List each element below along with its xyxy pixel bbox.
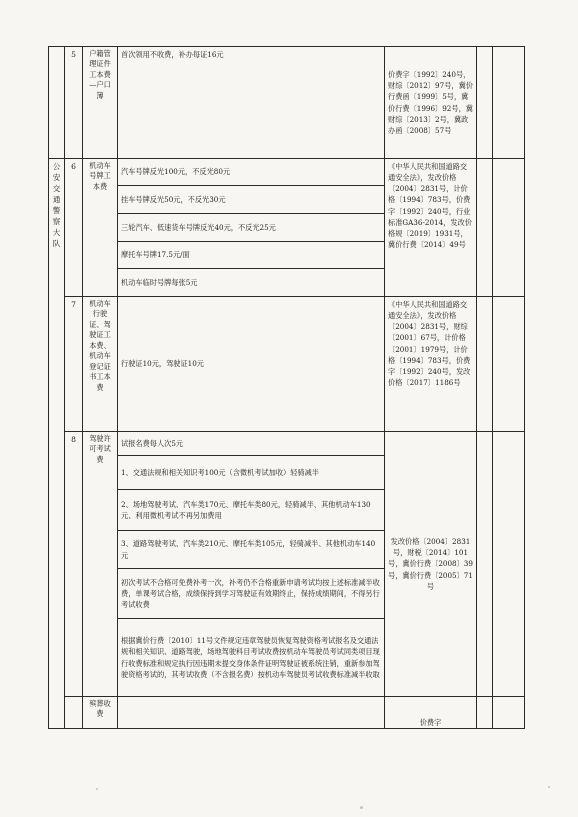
fee-detail: 2、场地驾驶考试、汽车类170元、摩托车类80元，轻骑减半、其他机动车130元、利用微机考试不再另加费用 xyxy=(118,490,385,531)
basis-text: 价费字 xyxy=(385,697,477,729)
fee-detail: 首次领用不收费，补办每证16元 xyxy=(118,47,385,159)
basis-text: 发改价格〔2004〕2831号，财税〔2014〕101号，冀价行费〔2008〕39号，冀价行费〔2005〕71号 xyxy=(385,432,477,697)
empty-cell xyxy=(477,47,493,159)
fee-detail: 挂车号牌反光50元，不反光30元 xyxy=(118,186,385,214)
row-number xyxy=(65,697,83,729)
fee-detail: 根据冀价行费〔2010〕11号文件规定违章驾驶员恢复驾驶资格考试报名及交通法规和相关知识、道路驾驶，场地驾驶科目考试收费按机动车驾驶员考试同类项目现行收费标准和规定执行因违期未提交身体条件证明驾驶证被系统注销，重新参加驾驶资格考试的，其考试收费（不含报名费）按机动车驾驶员考试收费标准减半收取 xyxy=(118,619,385,697)
fee-table xyxy=(48,46,525,729)
empty-cell xyxy=(493,159,525,297)
dept-cell-top xyxy=(49,47,65,159)
fee-detail xyxy=(118,697,385,729)
fee-detail: 3、道路驾驶考试、汽车类210元、摩托车类105元，轻骑减半、其他机动车140元 xyxy=(118,531,385,569)
scan-speck xyxy=(96,788,98,790)
row-number: 5 xyxy=(65,47,83,159)
scan-speck xyxy=(360,806,363,809)
item-name: 殡葬收费 xyxy=(83,697,118,729)
fee-detail: 机动车临时号牌每张5元 xyxy=(118,269,385,297)
empty-cell xyxy=(493,432,525,697)
fee-row-5 xyxy=(49,47,525,159)
row-number: 6 xyxy=(65,159,83,297)
fee-detail: 1、交通法规和相关知识考100元（含微机考试加收）轻骑减半 xyxy=(118,456,385,490)
fee-detail: 摩托车号牌17.5元/面 xyxy=(118,242,385,269)
basis-text: 价费字〔1992〕240号，财综〔2012〕97号，冀价行费函〔1999〕5号，冀价行费〔1996〕92号，冀财综〔2013〕2号，冀政办函〔2008〕57号 xyxy=(385,47,477,159)
fee-row-funeral xyxy=(49,697,525,729)
fee-detail: 行驶证10元，驾驶证10元 xyxy=(118,297,385,432)
item-name: 机动车行驶证、驾驶证工本费、机动车登记证书工本费 xyxy=(83,297,118,432)
item-name: 机动车号牌工本费 xyxy=(83,159,118,297)
empty-cell xyxy=(493,47,525,159)
department-name: 公安交通警察大队 xyxy=(49,159,65,729)
empty-cell xyxy=(477,159,493,297)
empty-cell xyxy=(477,432,493,697)
empty-cell xyxy=(493,297,525,432)
basis-text: 《中华人民共和国道路交通安全法》，发改价格〔2004〕2831号，财综〔2001〕67号，计价格〔2001〕1979号，计价格〔1994〕783号，价费字〔1992〕240号，发改价格〔2017〕1186号 xyxy=(385,297,477,432)
item-name: 驾驶许可考试费 xyxy=(83,432,118,697)
scan-speck xyxy=(548,786,550,788)
empty-cell xyxy=(477,697,493,729)
basis-text: 《中华人民共和国道路交通安全法》，发改价格〔2004〕2831号，计价格〔1994〕783号，价费字〔1992〕240号，行业标准GA36-2014，发改价格规〔2019〕1931号，冀价行费〔2014〕49号 xyxy=(385,159,477,297)
row-number: 8 xyxy=(65,432,83,697)
fee-row-6 xyxy=(49,159,525,186)
row-number: 7 xyxy=(65,297,83,432)
fee-detail: 初次考试不合格可免费补考一次，补考仍不合格重新申请考试均按上述标准减半收费，单课考试合格，成绩保持到学习驾驶证有效期终止，保持成绩期间，不得另行考试收费 xyxy=(118,569,385,619)
fee-detail: 三轮汽车、低速货车号牌反光40元，不反光25元 xyxy=(118,214,385,242)
empty-cell xyxy=(493,697,525,729)
fee-row-7 xyxy=(49,297,525,432)
fee-detail: 汽车号牌反光100元，不反光80元 xyxy=(118,159,385,186)
fee-row-8 xyxy=(49,432,525,456)
fee-detail: 试报名费每人次5元 xyxy=(118,432,385,456)
empty-cell xyxy=(477,297,493,432)
item-name: 户籍管理证件工本费—户口簿 xyxy=(83,47,118,159)
